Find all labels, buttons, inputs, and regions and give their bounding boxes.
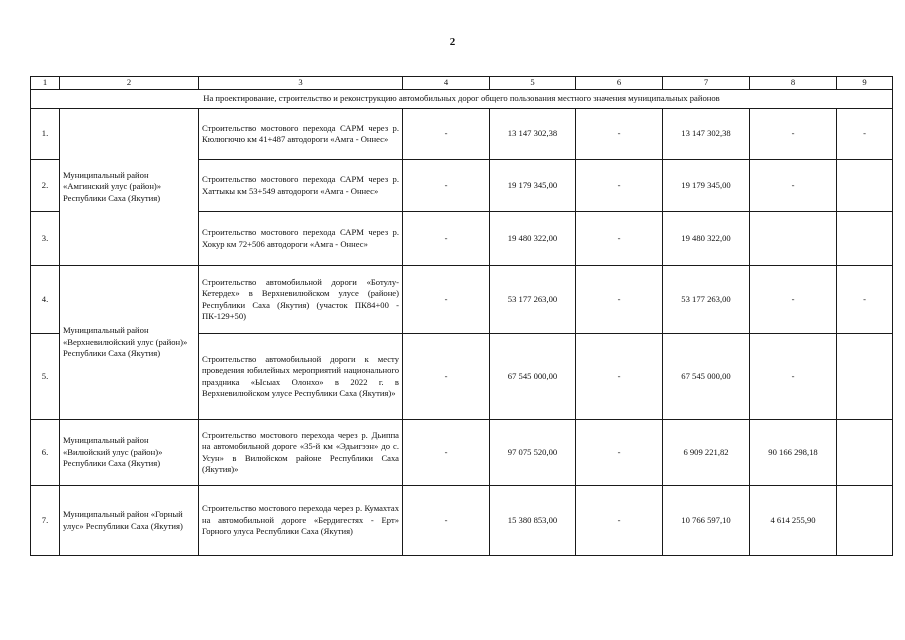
cell-col8: 90 166 298,18 [750,420,837,486]
cell-total: 97 075 520,00 [490,420,576,486]
section-header-row [31,90,893,109]
project-description: Строительство мостового перехода через р. Кумахтах на автомобильной дороге «Бердигестях - Ерт» Горного улуса Республики Саха (Якутия) [199,486,403,556]
cell-col6: - [576,109,663,160]
row-number: 4. [31,266,60,334]
section-title: На проектирование, строительство и реконструкцию автомобильных дорог общего пользования местного значения муниципальных районов [31,90,893,109]
cell-total: 19 480 322,00 [490,212,576,266]
column-number: 7 [663,77,750,90]
column-number: 1 [31,77,60,90]
cell-total: 67 545 000,00 [490,334,576,420]
row-number: 3. [31,212,60,266]
row-number: 6. [31,420,60,486]
cell-col9 [837,420,893,486]
column-number-row [31,77,893,90]
cell-col7: 67 545 000,00 [663,334,750,420]
cell-col4: - [403,266,490,334]
column-number: 2 [60,77,199,90]
column-number: 4 [403,77,490,90]
cell-col4: - [403,212,490,266]
cell-col9 [837,486,893,556]
cell-col9 [837,334,893,420]
cell-col4: - [403,160,490,212]
cell-total: 53 177 263,00 [490,266,576,334]
cell-col7: 10 766 597,10 [663,486,750,556]
column-number: 3 [199,77,403,90]
column-number: 6 [576,77,663,90]
column-number: 8 [750,77,837,90]
table-row [31,420,893,486]
cell-total: 15 380 853,00 [490,486,576,556]
district-name: Муниципальный район «Горный улус» Республики Саха (Якутия) [60,486,199,556]
district-name: Муниципальный район «Амгинский улус (район)» Республики Саха (Якутия) [60,109,199,266]
project-description: Строительство мостового перехода САРМ через р. Кюлюгючю км 41+487 автодороги «Амга - Оннес» [199,109,403,160]
cell-total: 13 147 302,38 [490,109,576,160]
district-name: Муниципальный район «Вилюйский улус (район)» Республики Саха (Якутия) [60,420,199,486]
row-number: 7. [31,486,60,556]
row-number: 1. [31,109,60,160]
cell-col7: 13 147 302,38 [663,109,750,160]
cell-col4: - [403,334,490,420]
project-description: Строительство автомобильной дороги «Ботулу-Кетердех» в Верхневилюйском улусе (районе) Республики Саха (Якутия) (участок ПК84+00 - ПК-129+50) [199,266,403,334]
column-number: 9 [837,77,893,90]
cell-total: 19 179 345,00 [490,160,576,212]
cell-col9: - [837,266,893,334]
district-name: Муниципальный район «Верхневилюйский улус (район)» Республики Саха (Якутия) [60,266,199,420]
cell-col9 [837,212,893,266]
cell-col6: - [576,212,663,266]
row-number: 2. [31,160,60,212]
cell-col4: - [403,486,490,556]
cell-col6: - [576,266,663,334]
cell-col4: - [403,420,490,486]
cell-col7: 53 177 263,00 [663,266,750,334]
project-description: Строительство мостового перехода САРМ через р. Хокур км 72+506 автодороги «Амга - Оннес» [199,212,403,266]
cell-col8 [750,212,837,266]
cell-col8: - [750,109,837,160]
project-description: Строительство мостового перехода САРМ через р. Хаттыкы км 53+549 автодороги «Амга - Оннес» [199,160,403,212]
cell-col7: 19 179 345,00 [663,160,750,212]
cell-col4: - [403,109,490,160]
cell-col9 [837,160,893,212]
cell-col8: - [750,160,837,212]
cell-col8: - [750,266,837,334]
cell-col7: 19 480 322,00 [663,212,750,266]
page-number: 2 [449,36,456,48]
cell-col8: 4 614 255,90 [750,486,837,556]
table-row [31,266,893,334]
cell-col9: - [837,109,893,160]
cell-col6: - [576,334,663,420]
table-row [31,109,893,160]
table-row [31,486,893,556]
cell-col6: - [576,160,663,212]
project-description: Строительство мостового перехода через р. Дьиппа на автомобильной дороге «35-й км «Эдьигээн» до с. Усун» в Вилюйском районе Республики Саха (Якутия)» [199,420,403,486]
cell-col7: 6 909 221,82 [663,420,750,486]
row-number: 5. [31,334,60,420]
cell-col6: - [576,420,663,486]
cell-col6: - [576,486,663,556]
column-number: 5 [490,77,576,90]
budget-table [30,76,893,556]
project-description: Строительство автомобильной дороги к месту проведения юбилейных мероприятий национального праздника «Ысыах Олонхо» в 2022 г. в Верхневилюйском улусе Республики Саха (Якутия)» [199,334,403,420]
cell-col8: - [750,334,837,420]
